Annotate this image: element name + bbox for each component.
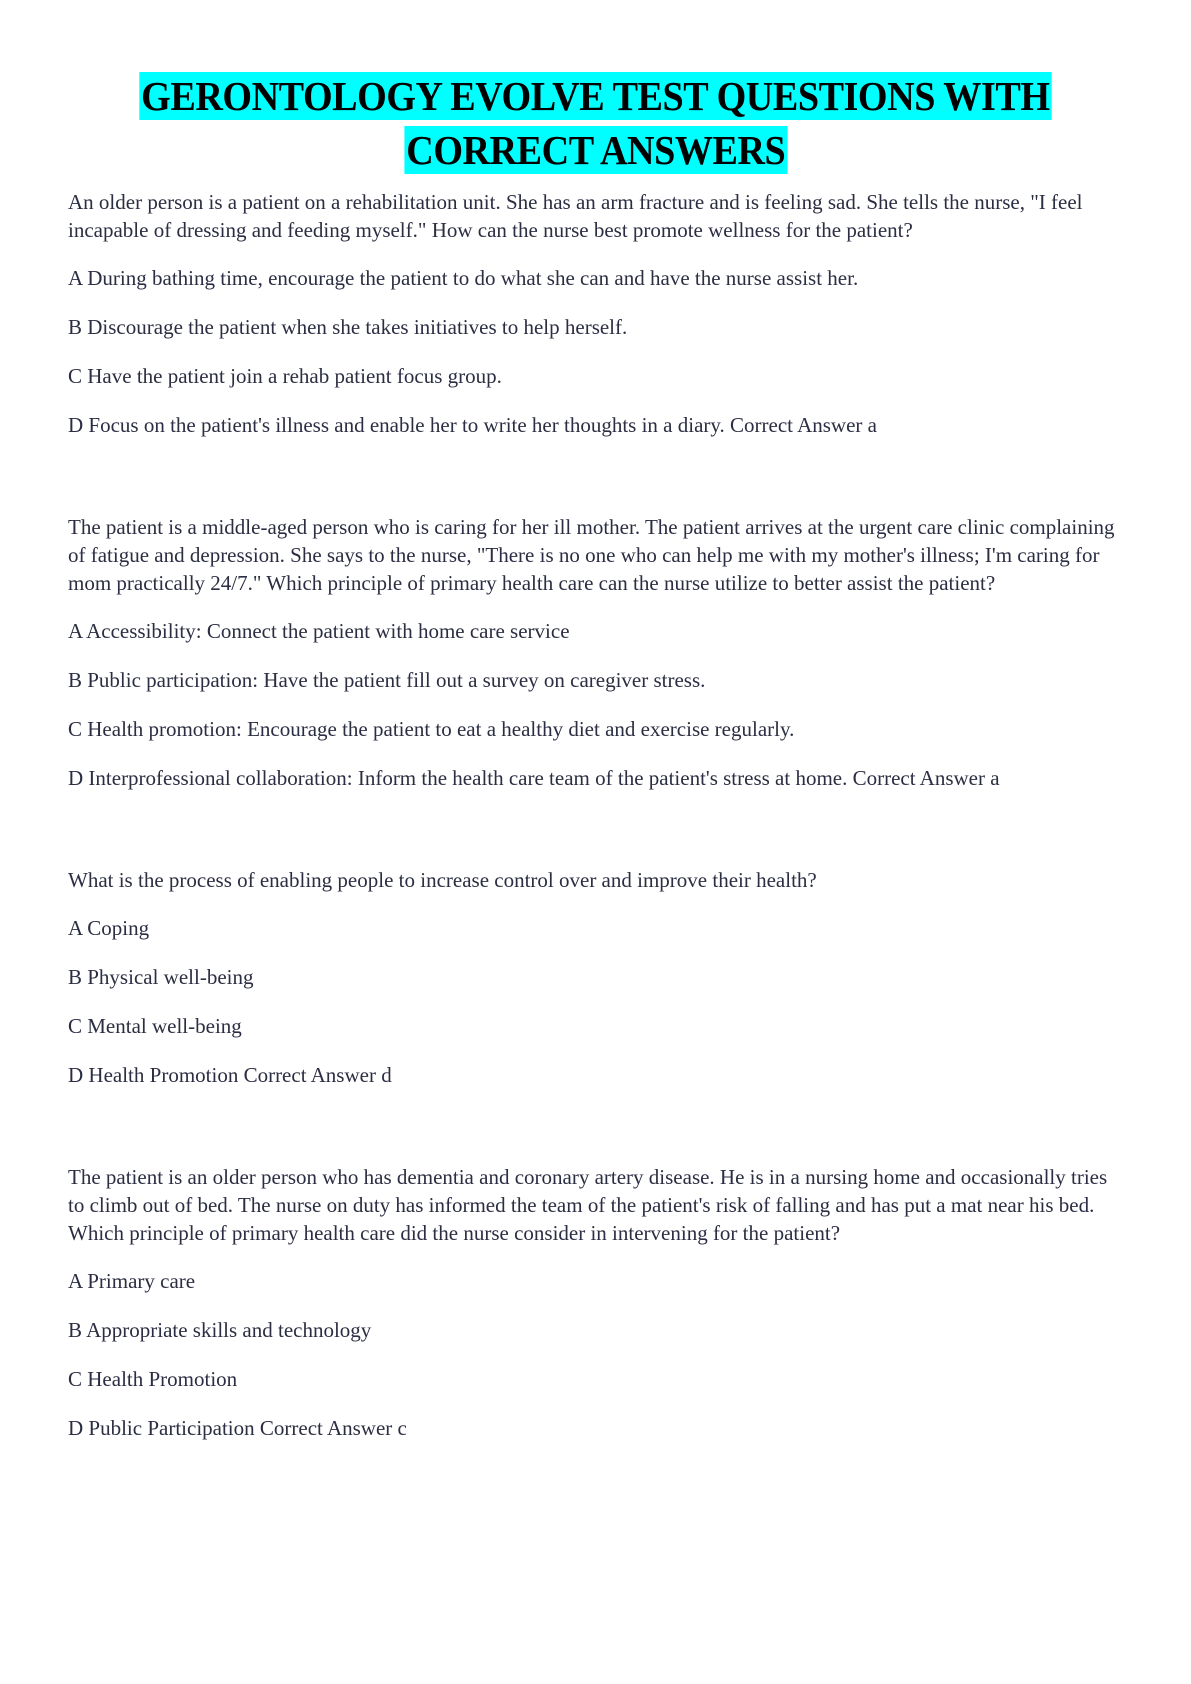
option-a: A During bathing time, encourage the patient to do what she can and have the nurse assist her. <box>68 266 859 290</box>
question-1 <box>68 188 1128 439</box>
option-b: B Discourage the patient when she takes initiatives to help herself. <box>68 315 628 339</box>
option-c: C Have the patient join a rehab patient focus group. <box>68 364 502 388</box>
option-b: B Appropriate skills and technology <box>68 1318 372 1342</box>
question-stem: What is the process of enabling people to increase control over and improve their health? <box>68 868 817 892</box>
option-a: A Accessibility: Connect the patient with home care service <box>68 619 570 643</box>
title-line-1: GERONTOLOGY EVOLVE TEST QUESTIONS WITH <box>141 73 1050 119</box>
question-4 <box>68 1163 1128 1442</box>
document-title <box>0 72 1191 174</box>
question-stem: The patient is a middle-aged person who is caring for her ill mother. The patient arrives at the urgent care clinic complaining of fatigue and depression. She says to the nurse, "There is no one who can help me with my mother's illness; I'm caring for mom practically 24/7." Which principle of primary health care can the nurse utilize to better assist the patient? <box>68 515 1115 595</box>
question-stem: An older person is a patient on a rehabilitation unit. She has an arm fracture and is feeling sad. She tells the nurse, "I feel incapable of dressing and feeding myself." How can the nurse best promote wellness for the patient? <box>68 190 1083 242</box>
option-c: C Health Promotion <box>68 1367 238 1391</box>
option-d-with-answer: D Focus on the patient's illness and enable her to write her thoughts in a diary. Correct Answer a <box>68 413 877 437</box>
question-2 <box>68 513 1128 792</box>
question-3 <box>68 866 1128 1089</box>
option-b: B Public participation: Have the patient fill out a survey on caregiver stress. <box>68 668 706 692</box>
question-stem: The patient is an older person who has dementia and coronary artery disease. He is in a nursing home and occasionally tries to climb out of bed. The nurse on duty has informed the team of the patient's risk of falling and has put a mat near his bed. Which principle of primary health care did the nurse consider in intervening for the patient? <box>68 1165 1108 1245</box>
title-line-2: CORRECT ANSWERS <box>405 127 786 173</box>
option-d-with-answer: D Health Promotion Correct Answer d <box>68 1063 392 1087</box>
option-d-with-answer: D Interprofessional collaboration: Inform the health care team of the patient's stress at home. Correct Answer a <box>68 766 1000 790</box>
questions-list <box>68 188 1128 1463</box>
option-a: A Primary care <box>68 1269 196 1293</box>
option-b: B Physical well-being <box>68 965 254 989</box>
option-c: C Mental well-being <box>68 1014 242 1038</box>
option-c: C Health promotion: Encourage the patient to eat a healthy diet and exercise regularly. <box>68 717 795 741</box>
option-a: A Coping <box>68 916 150 940</box>
option-d-with-answer: D Public Participation Correct Answer c <box>68 1416 407 1440</box>
